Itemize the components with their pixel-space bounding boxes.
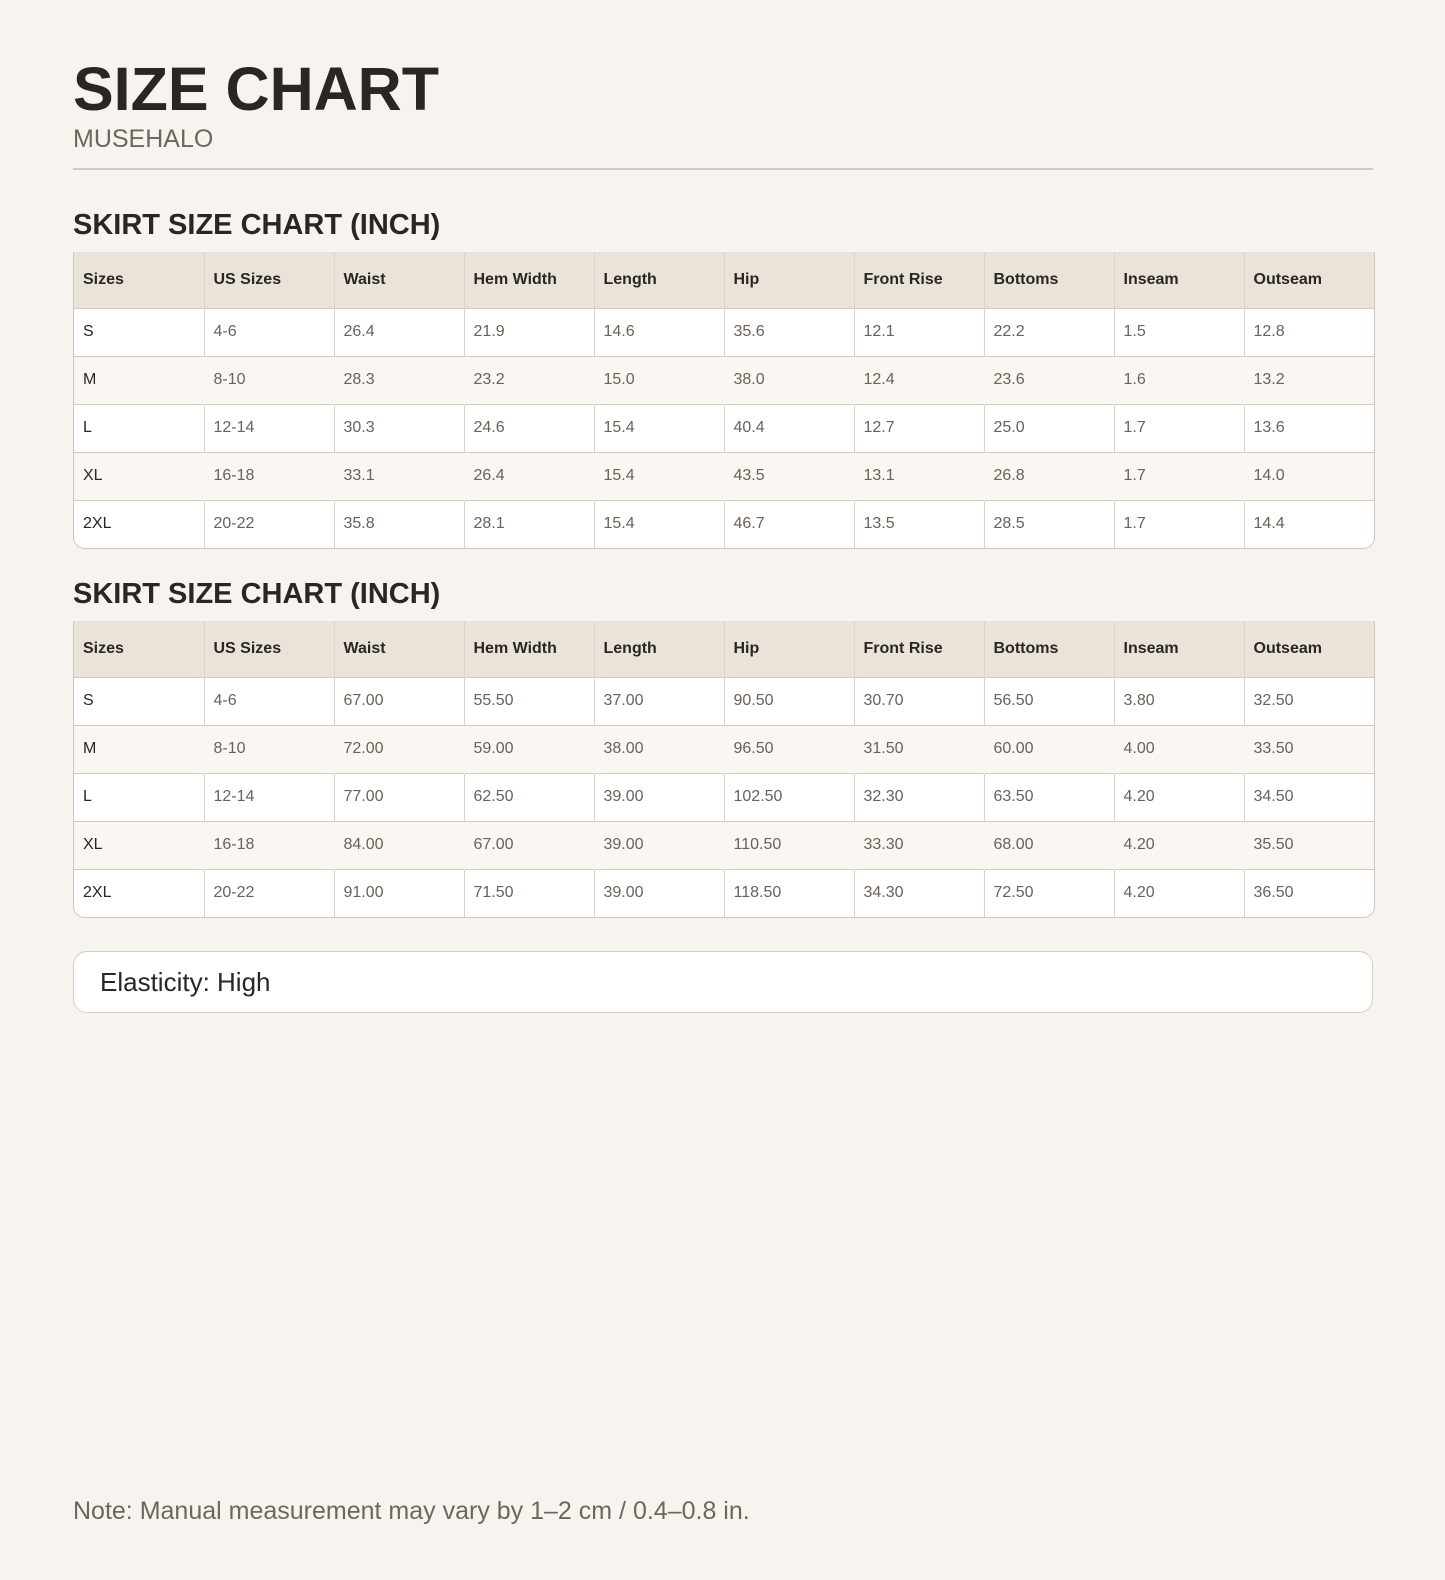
table-cell: 55.50 <box>464 677 594 725</box>
table-cell: 4.20 <box>1114 773 1244 821</box>
table-cell: 68.00 <box>993 836 1034 853</box>
size-label-cell: 2XL <box>74 869 204 917</box>
size-table-wrapper <box>73 252 1375 549</box>
table-cell: 90.50 <box>724 677 854 725</box>
table-cell: 32.50 <box>1253 692 1294 709</box>
elasticity-box: Elasticity: High <box>73 951 1373 1013</box>
column-header: Outseam <box>1253 270 1322 288</box>
column-header: Outseam <box>1253 639 1322 657</box>
table-cell: 1.7 <box>1123 467 1146 484</box>
table-cell: 12-14 <box>204 404 334 452</box>
table-cell: 36.50 <box>1253 884 1294 902</box>
table-cell: 14.6 <box>594 308 724 356</box>
column-header: Length <box>594 252 724 308</box>
column-header: Hip <box>724 621 854 677</box>
column-header: Hem Width <box>464 621 594 677</box>
size-label-cell: XL <box>83 467 103 484</box>
column-header: Hip <box>724 252 854 308</box>
header-divider <box>73 168 1373 170</box>
table-cell: 72.00 <box>343 740 384 757</box>
table-row <box>74 452 1374 500</box>
size-label-cell: L <box>74 773 204 821</box>
size-table-wrapper <box>73 621 1375 918</box>
table-cell: 28.5 <box>984 500 1114 548</box>
table-cell: 15.0 <box>603 371 635 388</box>
table-cell: 34.50 <box>1253 788 1294 805</box>
column-header: US Sizes <box>204 621 334 677</box>
section-heading: SKIRT SIZE CHART (INCH) <box>73 209 441 241</box>
table-cell: 20-22 <box>204 869 334 917</box>
size-label-cell: S <box>74 308 204 356</box>
table-cell: 35.50 <box>1253 836 1294 853</box>
column-header: Inseam <box>1114 621 1244 677</box>
table-row <box>74 404 1374 452</box>
size-label-cell: M <box>83 740 97 757</box>
column-header: Waist <box>334 252 464 308</box>
size-chart-page <box>73 0 1373 1013</box>
table-cell: 39.00 <box>594 773 724 821</box>
table-cell: 23.2 <box>473 371 505 388</box>
column-header: Bottoms <box>984 252 1114 308</box>
table-cell: 38.00 <box>603 740 644 757</box>
table-cell: 71.50 <box>464 869 594 917</box>
column-header: Sizes <box>74 621 204 677</box>
table-cell: 23.6 <box>993 371 1025 388</box>
table-cell: 33.50 <box>1253 740 1294 757</box>
table-cell: 15.4 <box>594 404 724 452</box>
table-cell: 4-6 <box>204 677 334 725</box>
size-label-cell: L <box>74 404 204 452</box>
table-row <box>74 725 1374 773</box>
table-cell: 31.50 <box>863 740 904 757</box>
table-cell: 26.4 <box>473 467 505 484</box>
table-cell: 56.50 <box>984 677 1114 725</box>
table-cell: 63.50 <box>984 773 1114 821</box>
table-cell: 39.00 <box>603 836 644 853</box>
table-header-row <box>74 252 1374 308</box>
table-cell: 33.30 <box>863 836 904 853</box>
column-header: Sizes <box>74 252 204 308</box>
table-cell: 35.6 <box>724 308 854 356</box>
table-cell: 72.50 <box>984 869 1114 917</box>
column-header: Inseam <box>1114 252 1244 308</box>
table-cell: 43.5 <box>733 467 765 484</box>
table-cell: 60.00 <box>993 740 1034 757</box>
table-cell: 33.1 <box>343 467 375 484</box>
table-cell: 37.00 <box>594 677 724 725</box>
page-title: SIZE CHART <box>73 55 439 123</box>
measurement-note: Note: Manual measurement may vary by 1–2 cm / 0.4–0.8 in. <box>73 1497 750 1525</box>
table-cell: 12.8 <box>1253 323 1285 340</box>
table-cell: 34.30 <box>854 869 984 917</box>
table-cell: 46.7 <box>724 500 854 548</box>
column-header: Bottoms <box>984 621 1114 677</box>
table-row <box>74 500 1374 548</box>
size-table-inch <box>74 252 1374 548</box>
table-cell: 15.4 <box>603 467 635 484</box>
column-header: Front Rise <box>854 621 984 677</box>
table-cell: 1.7 <box>1114 404 1244 452</box>
table-cell: 13.1 <box>863 467 895 484</box>
table-cell: 3.80 <box>1114 677 1244 725</box>
table-cell: 21.9 <box>464 308 594 356</box>
table-cell: 67.00 <box>334 677 464 725</box>
table-cell: 102.50 <box>724 773 854 821</box>
section-heading: SKIRT SIZE CHART (INCH) <box>73 578 441 610</box>
table-cell: 39.00 <box>594 869 724 917</box>
table-cell: 26.8 <box>993 467 1025 484</box>
table-cell: 24.6 <box>464 404 594 452</box>
table-cell: 25.0 <box>984 404 1114 452</box>
table-cell: 67.00 <box>473 836 514 853</box>
table-cell: 16-18 <box>213 467 255 484</box>
table-cell: 12-14 <box>204 773 334 821</box>
size-label-cell: 2XL <box>74 500 204 548</box>
column-header: Hem Width <box>464 252 594 308</box>
table-row <box>74 677 1374 725</box>
table-cell: 40.4 <box>724 404 854 452</box>
table-cell: 14.4 <box>1253 515 1285 533</box>
table-cell: 62.50 <box>464 773 594 821</box>
table-cell: 59.00 <box>473 740 514 757</box>
brand-name: MUSEHALO <box>73 125 214 153</box>
table-cell: 4.20 <box>1114 869 1244 917</box>
table-cell: 8-10 <box>213 371 246 388</box>
table-cell: 16-18 <box>213 836 255 853</box>
table-cell: 26.4 <box>334 308 464 356</box>
table-cell: 15.4 <box>594 500 724 548</box>
table-cell: 13.6 <box>1253 419 1285 436</box>
table-cell: 14.0 <box>1253 467 1285 484</box>
table-cell: 91.00 <box>334 869 464 917</box>
table-cell: 1.5 <box>1114 308 1244 356</box>
table-cell: 13.2 <box>1253 371 1285 388</box>
table-cell: 12.4 <box>863 371 895 388</box>
table-row <box>74 773 1374 821</box>
table-row <box>74 356 1374 404</box>
table-cell: 38.0 <box>733 371 765 388</box>
table-cell: 35.8 <box>334 500 464 548</box>
table-cell: 84.00 <box>343 836 384 853</box>
size-label-cell: M <box>83 371 97 388</box>
table-cell: 96.50 <box>733 740 774 757</box>
column-header: Waist <box>334 621 464 677</box>
table-cell: 28.3 <box>343 371 375 388</box>
table-row <box>74 821 1374 869</box>
table-cell: 30.70 <box>854 677 984 725</box>
table-cell: 4.20 <box>1123 836 1155 853</box>
table-cell: 12.1 <box>854 308 984 356</box>
table-cell: 20-22 <box>204 500 334 548</box>
table-header-row <box>74 621 1374 677</box>
table-cell: 118.50 <box>724 869 854 917</box>
table-cell: 8-10 <box>213 740 246 757</box>
table-cell: 77.00 <box>334 773 464 821</box>
table-cell: 30.3 <box>334 404 464 452</box>
table-cell: 28.1 <box>464 500 594 548</box>
table-cell: 32.30 <box>854 773 984 821</box>
table-cell: 110.50 <box>733 836 782 853</box>
table-cell: 22.2 <box>984 308 1114 356</box>
table-cell: 13.5 <box>854 500 984 548</box>
table-cell: 4.00 <box>1123 740 1155 757</box>
size-table-second <box>74 621 1374 917</box>
table-cell: 1.7 <box>1114 500 1244 548</box>
size-label-cell: S <box>74 677 204 725</box>
table-cell: 12.7 <box>854 404 984 452</box>
table-row <box>74 869 1374 917</box>
column-header: Length <box>594 621 724 677</box>
table-row <box>74 308 1374 356</box>
size-label-cell: XL <box>83 836 103 853</box>
column-header: Front Rise <box>854 252 984 308</box>
table-cell: 1.6 <box>1123 371 1146 388</box>
column-header: US Sizes <box>204 252 334 308</box>
table-cell: 4-6 <box>204 308 334 356</box>
